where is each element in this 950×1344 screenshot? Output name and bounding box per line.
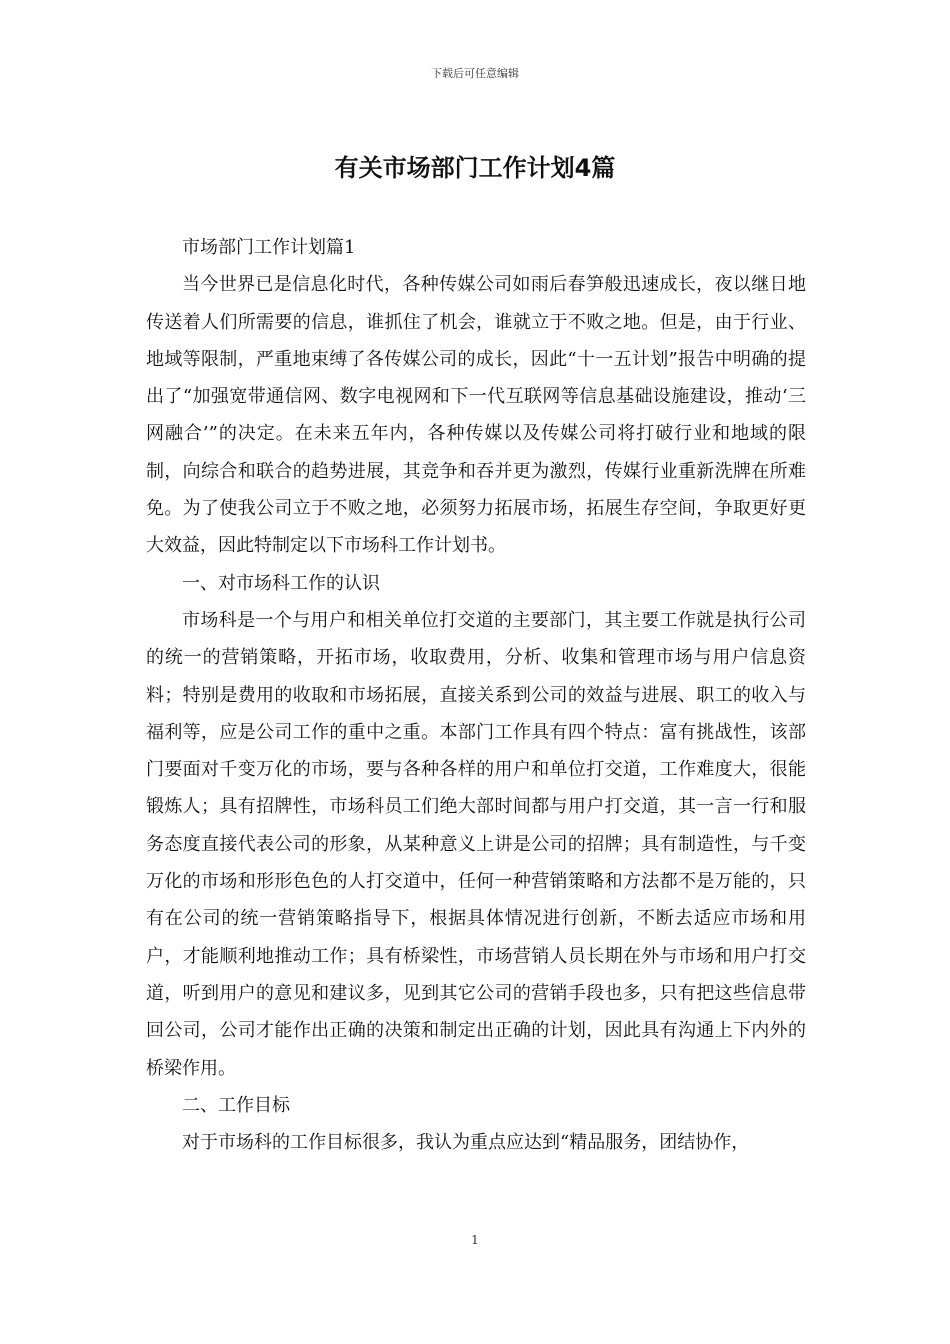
body-paragraph: 当今世界已是信息化时代，各种传媒公司如雨后春笋般迅速成长，夜以继日地传送着人们所需要的信息，谁抓住了机会，谁就立于不败之地。但是，由于行业、地域等限制，严重地束缚了各传媒公司的成长，因此“十一五计划”报告中明确的提出了“加强宽带通信网、数字电视网和下一代互联网等信息基础设施建设，推动‘三网融合’”的决定。在未来五年内，各种传媒以及传媒公司将打破行业和地域的限制，向综合和联合的趋势进展，其竞争和吞并更为激烈，传媒行业重新洗牌在所难免。为了使我公司立于不败之地，必须努力拓展市场，拓展生存空间，争取更好更大效益，因此特制定以下市场科工作计划书。: [146, 274, 806, 557]
section-heading: 二、工作目标: [182, 1094, 290, 1116]
body-paragraph: 对于市场科的工作目标很多，我认为重点应达到“精品服务，团结协作，: [182, 1132, 750, 1154]
page-header-note: 下载后可任意编辑: [431, 67, 519, 80]
document-title: 有关市场部门工作计划4篇: [334, 154, 616, 182]
document-body: [146, 229, 806, 1161]
section-heading: 一、对市场科工作的认识: [182, 572, 380, 594]
page-number: 1: [471, 1233, 479, 1247]
body-paragraph: 市场科是一个与用户和相关单位打交道的主要部门，其主要工作就是执行公司的统一的营销策略，开拓市场，收取费用，分析、收集和管理市场与用户信息资料；特别是费用的收取和市场拓展，直接关系到公司的效益与进展、职工的收入与福利等，应是公司工作的重中之重。本部门工作具有四个特点：富有挑战性，该部门要面对千变万化的市场，要与各种各样的用户和单位打交道，工作难度大，很能锻炼人；具有招牌性，市场科员工们绝大部时间都与用户打交道，其一言一行和服务态度直接代表公司的形象，从某种意义上讲是公司的招牌；具有制造性，与千变万化的市场和形形色色的人打交道中，任何一种营销策略和方法都不是万能的，只有在公司的统一营销策略指导下，根据具体情况进行创新，不断去适应市场和用户，才能顺利地推动工作；具有桥梁性，市场营销人员长期在外与市场和用户打交道，听到用户的意见和建议多，见到其它公司的营销手段也多，只有把这些信息带回公司，公司才能作出正确的决策和制定出正确的计划，因此具有沟通上下内外的桥梁作用。: [146, 609, 806, 1079]
section-heading: 市场部门工作计划篇1: [182, 237, 356, 258]
